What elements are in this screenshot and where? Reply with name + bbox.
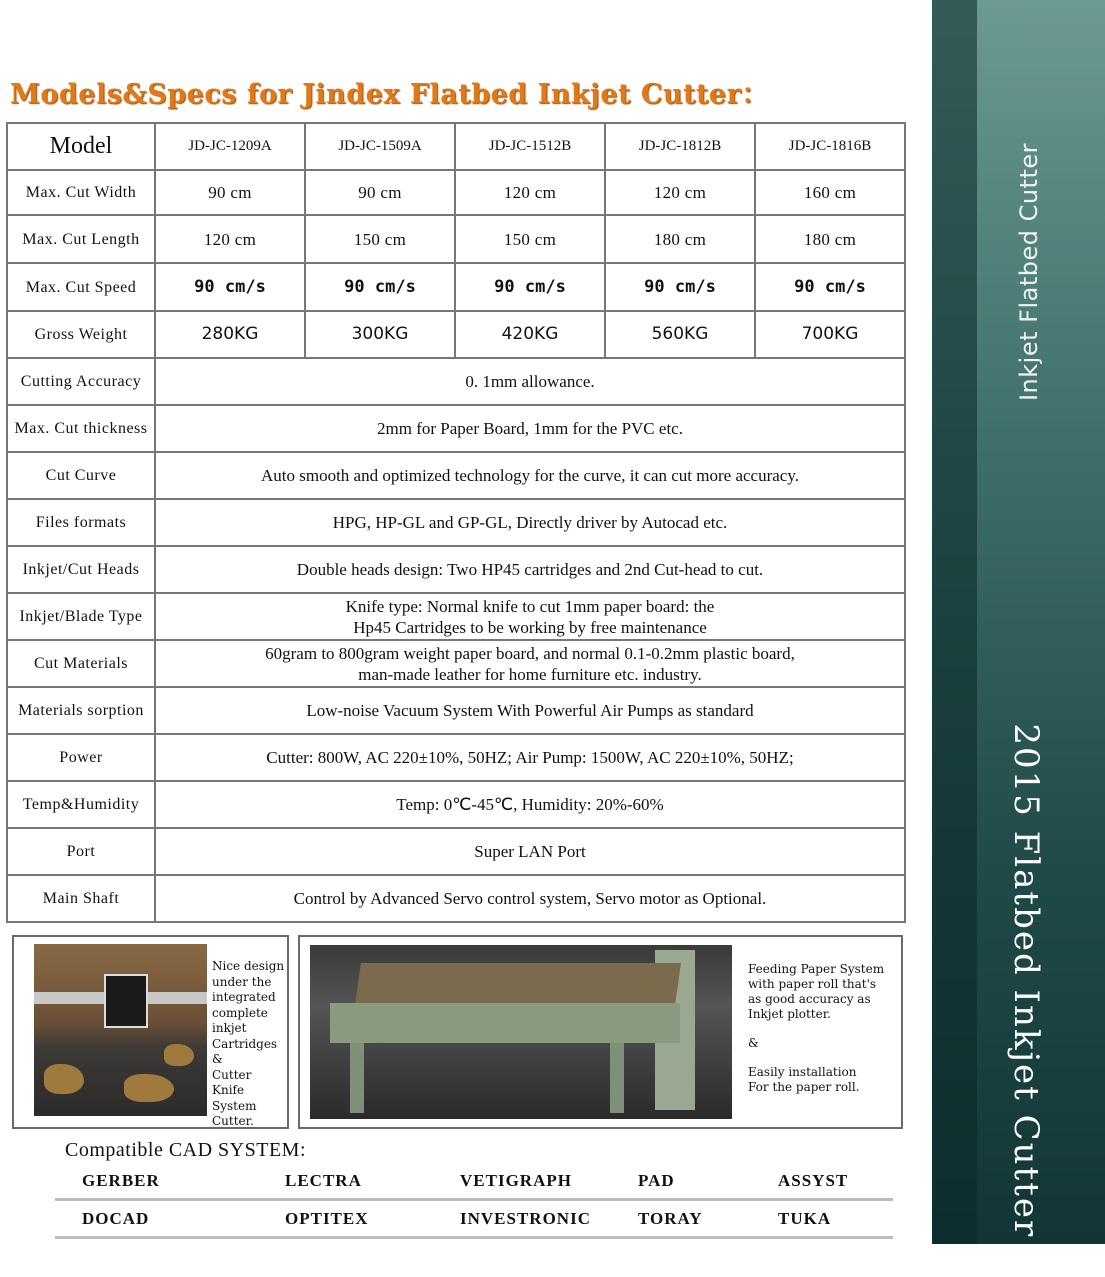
spec-label: Files formats <box>7 499 155 546</box>
model-name: JD-JC-1209A <box>155 123 305 170</box>
spec-row-files-formats <box>7 499 905 546</box>
caption-line: Inkjet plotter. <box>748 1007 831 1021</box>
spec-row-main-shaft <box>7 875 905 922</box>
spec-value: Control by Advanced Servo control system, Servo motor as Optional. <box>155 875 905 922</box>
spec-value: 90 cm/s <box>605 263 755 311</box>
spec-value: 2mm for Paper Board, 1mm for the PVC etc. <box>155 405 905 452</box>
caption-line: & <box>212 1052 223 1066</box>
cad-row <box>55 1164 893 1201</box>
cad-system: DOCAD <box>82 1209 150 1228</box>
sidebar-lower-text: 2015 Flatbed Inkjet Cutter F <box>1006 723 1046 1277</box>
cad-system: OPTITEX <box>285 1209 369 1228</box>
cad-section-title: Compatible CAD SYSTEM: <box>65 1139 307 1161</box>
caption-line: System <box>212 1098 257 1113</box>
spec-row-cut-materials <box>7 640 905 687</box>
spec-value: 120 cm <box>455 170 605 215</box>
spec-label: Max. Cut thickness <box>7 405 155 452</box>
spec-value: 90 cm <box>155 170 305 215</box>
spec-value: 180 cm <box>605 215 755 263</box>
inkjet-head-panel <box>12 935 289 1129</box>
spec-row-cut-speed <box>7 263 905 311</box>
spec-label: Inkjet/Cut Heads <box>7 546 155 593</box>
sidebar-shade <box>932 0 977 1244</box>
spec-row-inkjet-cut-heads <box>7 546 905 593</box>
caption-line: complete <box>212 1005 268 1020</box>
cut-shape <box>164 1044 194 1066</box>
machine-frame <box>330 1003 680 1043</box>
caption-line: Cartridges <box>212 1036 278 1051</box>
spec-label: Materials sorption <box>7 687 155 734</box>
model-name: JD-JC-1509A <box>305 123 455 170</box>
spec-row-cut-width <box>7 170 905 215</box>
cad-system: LECTRA <box>285 1171 362 1190</box>
machine-leg <box>610 1043 624 1113</box>
caption-line: inkjet <box>212 1021 247 1035</box>
spec-row-inkjet-blade-type <box>7 593 905 640</box>
caption-line: Cutter. <box>212 1114 254 1128</box>
inkjet-head-photo <box>34 944 207 1116</box>
spec-label: Main Shaft <box>7 875 155 922</box>
spec-value: 300KG <box>305 311 455 358</box>
inkjet-head-caption <box>212 959 287 1130</box>
machine-leg <box>350 1043 364 1113</box>
spec-label: Inkjet/Blade Type <box>7 593 155 640</box>
spec-row-cut-thickness <box>7 405 905 452</box>
cut-shape <box>124 1074 174 1102</box>
spec-value: Cutter: 800W, AC 220±10%, 50HZ; Air Pump: 1500W, AC 220±10%, 50HZ; <box>155 734 905 781</box>
caption-line: Nice design <box>212 959 285 973</box>
spec-value: 0. 1mm allowance. <box>155 358 905 405</box>
machine-bed <box>355 963 681 1005</box>
spec-label: Cut Materials <box>7 640 155 687</box>
spec-row-cutting-accuracy <box>7 358 905 405</box>
spec-value: 560KG <box>605 311 755 358</box>
cad-system: ASSYST <box>778 1171 849 1190</box>
page-title: Models&Specs for Jindex Flatbed Inkjet Cutter： <box>10 79 769 110</box>
cut-shape <box>44 1064 84 1094</box>
cad-system: VETIGRAPH <box>460 1171 572 1190</box>
caption-line: & <box>748 1036 759 1050</box>
spec-label: Gross Weight <box>7 311 155 358</box>
caption-line: Easily installation <box>748 1065 857 1079</box>
caption-line: Feeding Paper System <box>748 962 885 976</box>
model-name: JD-JC-1816B <box>755 123 905 170</box>
spec-value-line: man-made leather for home furniture etc. industry. <box>358 664 702 684</box>
spec-value: 120 cm <box>155 215 305 263</box>
spec-value: 180 cm <box>755 215 905 263</box>
cad-system: PAD <box>638 1171 675 1190</box>
caption-line: integrated <box>212 990 276 1004</box>
spec-label: Temp&Humidity <box>7 781 155 828</box>
spec-value <box>155 593 905 640</box>
cutter-machine-panel <box>298 935 903 1129</box>
model-row <box>7 123 905 170</box>
spec-label: Port <box>7 828 155 875</box>
model-name: JD-JC-1512B <box>455 123 605 170</box>
caption-line: as good accuracy as <box>748 992 871 1006</box>
spec-row-cut-length <box>7 215 905 263</box>
spec-row-cut-curve <box>7 452 905 499</box>
spec-value: HPG, HP-GL and GP-GL, Directly driver by Autocad etc. <box>155 499 905 546</box>
spec-label: Max. Cut Width <box>7 170 155 215</box>
spec-value: 90 cm/s <box>455 263 605 311</box>
spec-label: Max. Cut Speed <box>7 263 155 311</box>
spec-value: 700KG <box>755 311 905 358</box>
sidebar-upper-text: Inkjet Flatbed Cutter <box>1015 142 1043 402</box>
cad-system: TUKA <box>778 1209 832 1228</box>
spec-row-power <box>7 734 905 781</box>
spec-value: 280KG <box>155 311 305 358</box>
cad-system: TORAY <box>638 1209 703 1228</box>
spec-value-line: Hp45 Cartridges to be working by free maintenance <box>353 617 707 637</box>
spec-value: 420KG <box>455 311 605 358</box>
spec-value: 120 cm <box>605 170 755 215</box>
spec-value: Low-noise Vacuum System With Powerful Air Pumps as standard <box>155 687 905 734</box>
spec-label: Max. Cut Length <box>7 215 155 263</box>
model-label: Model <box>7 123 155 170</box>
cad-system: INVESTRONIC <box>460 1209 591 1228</box>
spec-value: Super LAN Port <box>155 828 905 875</box>
spec-label: Power <box>7 734 155 781</box>
spec-value: Temp: 0℃-45℃, Humidity: 20%-60% <box>155 781 905 828</box>
spec-value: Auto smooth and optimized technology for the curve, it can cut more accuracy. <box>155 452 905 499</box>
spec-value: 90 cm <box>305 170 455 215</box>
spec-value-line: 60gram to 800gram weight paper board, and normal 0.1-0.2mm plastic board, <box>265 643 795 663</box>
spec-label: Cut Curve <box>7 452 155 499</box>
caption-line: under the <box>212 974 272 989</box>
spec-value: 160 cm <box>755 170 905 215</box>
caption-line: For the paper roll. <box>748 1080 860 1094</box>
caption-line: with paper roll that's <box>748 977 877 991</box>
spec-row-materials-sorption <box>7 687 905 734</box>
spec-row-port <box>7 828 905 875</box>
spec-label: Cutting Accuracy <box>7 358 155 405</box>
spec-value: 90 cm/s <box>305 263 455 311</box>
spec-row-gross-weight <box>7 311 905 358</box>
spec-value: 150 cm <box>455 215 605 263</box>
model-name: JD-JC-1812B <box>605 123 755 170</box>
spec-value: 90 cm/s <box>755 263 905 311</box>
cutter-machine-photo <box>310 945 732 1119</box>
cad-row <box>55 1202 893 1239</box>
cad-system: GERBER <box>82 1171 160 1190</box>
cartridge-head <box>104 974 148 1028</box>
spec-value: Double heads design: Two HP45 cartridges and 2nd Cut-head to cut. <box>155 546 905 593</box>
spec-value: 150 cm <box>305 215 455 263</box>
caption-line: Cutter Knife <box>212 1067 252 1097</box>
specs-table <box>6 122 906 923</box>
spec-value-line: Knife type: Normal knife to cut 1mm paper board: the <box>345 596 715 616</box>
spec-value: 90 cm/s <box>155 263 305 311</box>
spec-row-temp-humidity <box>7 781 905 828</box>
cutter-machine-caption <box>748 962 893 1095</box>
spec-value <box>155 640 905 687</box>
